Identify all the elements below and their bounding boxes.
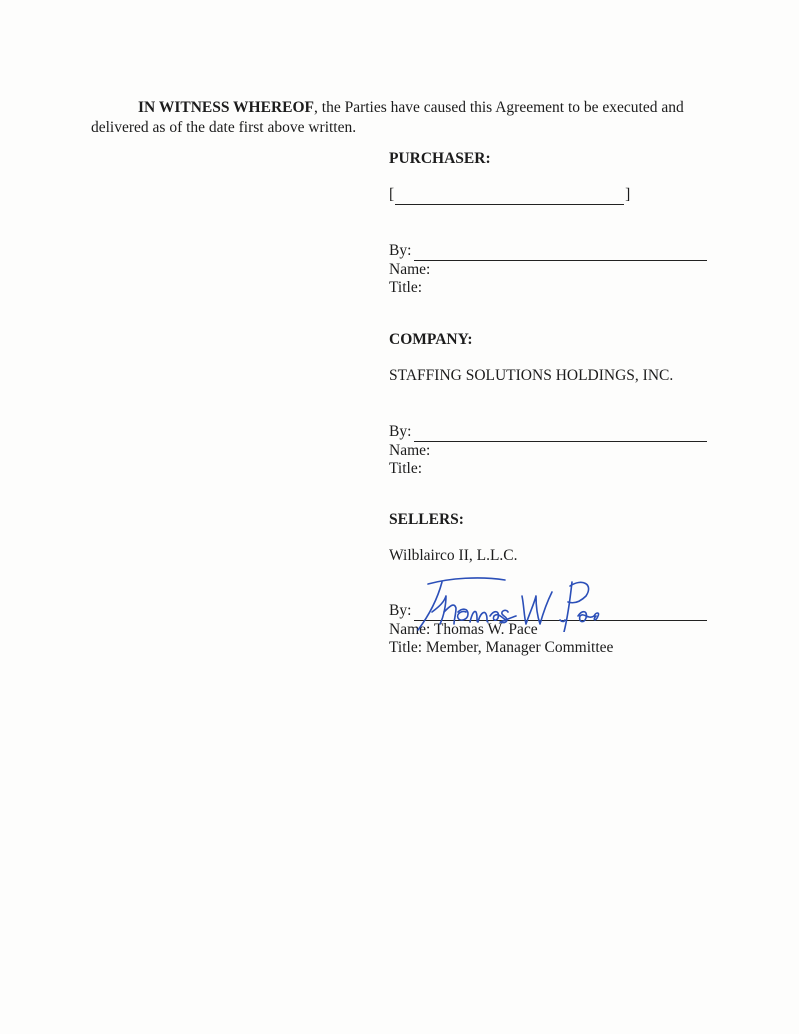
witness-text-line1: , the Parties have caused this Agreement to be executed and [314, 99, 684, 116]
sellers-title-line: Title: Member, Manager Committee [389, 639, 614, 656]
company-heading: COMPANY: [389, 331, 473, 348]
purchaser-name-label: Name: [389, 260, 431, 278]
company-entity: STAFFING SOLUTIONS HOLDINGS, INC. [389, 367, 674, 384]
company-signature-line [414, 429, 707, 442]
sellers-entity: Wilblairco II, L.L.C. [389, 547, 518, 564]
witness-text-line2: delivered as of the date first above written. [91, 119, 357, 136]
purchaser-signature-line [414, 248, 707, 261]
company-by-label: By: [389, 423, 412, 440]
sellers-name-line: Name: Thomas W. Pace [389, 620, 538, 638]
purchaser-title-label: Title: [389, 279, 423, 296]
handwritten-signature [410, 572, 600, 632]
sellers-by-label: By: [389, 602, 412, 619]
purchaser-by-label: By: [389, 242, 412, 259]
company-title-label: Title: [389, 460, 423, 477]
company-signature-block [389, 423, 707, 479]
purchaser-heading: PURCHASER: [389, 150, 491, 167]
purchaser-name-blank: [ ] [389, 186, 631, 203]
sellers-heading: SELLERS: [389, 511, 464, 528]
witness-bold-lead: IN WITNESS WHEREOF [138, 99, 315, 116]
purchaser-signature-block [389, 242, 707, 298]
company-name-label: Name: [389, 441, 431, 459]
witness-paragraph [91, 98, 711, 138]
